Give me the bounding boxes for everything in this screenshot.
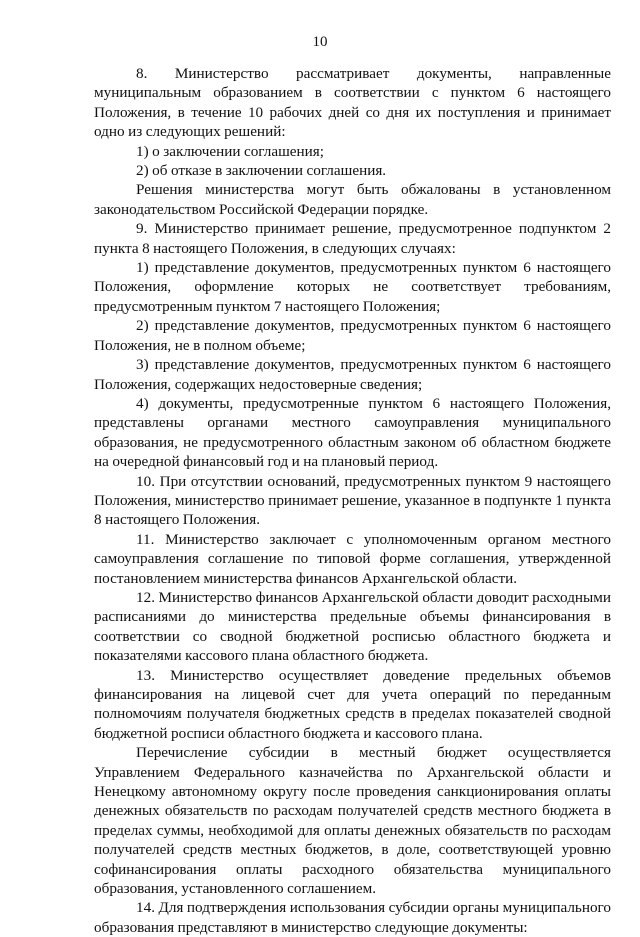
paragraph-12: 12. Министерство финансов Архангельской области доводит расходными расписаниями до министерства предельные объемы финансирования в соответствии со сводной бюджетной росписью областного бюджета и показателями кассового плана областного бюджета. (94, 588, 611, 665)
document-body (94, 64, 611, 937)
paragraph-8: 8. Министерство рассматривает документы, направленные муниципальным образованием в соответствии с пунктом 6 настоящего Положения, в течение 10 рабочих дней со дня их поступления и принимает одно из следующих решений: (94, 65, 611, 141)
paragraph-11: 11. Министерство заключает с уполномоченным органом местного самоуправления соглашение по типовой форме соглашения, утвержденной постановлением министерства финансов Архангельской области. (94, 530, 611, 587)
page-number: 10 (312, 34, 328, 50)
paragraph-8-option-1: 1) о заключении соглашения; (136, 142, 324, 160)
paragraph-13-transfer: Перечисление субсидии в местный бюджет осуществляется Управлением Федерального казначейства по Архангельской области и Ненецкому автономному округу после проведения санкционирования оплаты денежных обязательств по расходам получателей средств местного бюджета в пределах суммы, необходимой для оплаты денежных обязательств по расходам получателей средств местных бюджетов, в доле, соответствующей уровню софинансирования оплаты расходного обязательства муниципального образования, установленного соглашением. (94, 744, 611, 898)
paragraph-9-item-3: 3) представление документов, предусмотренных пунктом 6 настоящего Положения, содержащих недостоверные сведения; (94, 356, 611, 393)
paragraph-9-item-2: 2) представление документов, предусмотренных пунктом 6 настоящего Положения, не в полном объеме; (94, 317, 611, 354)
paragraph-9: 9. Министерство принимает решение, предусмотренное подпунктом 2 пункта 8 настоящего Положения, в следующих случаях: (94, 220, 611, 257)
paragraph-10: 10. При отсутствии оснований, предусмотренных пунктом 9 настоящего Положения, министерство принимает решение, указанное в подпункте 1 пункта 8 настоящего Положения. (94, 472, 611, 529)
paragraph-13: 13. Министерство осуществляет доведение предельных объемов финансирования на лицевой счет для учета операций по переданным полномочиям получателя бюджетных средств в пределах показателей сводной бюджетной росписи областного бюджета и кассового плана. (94, 666, 611, 742)
paragraph-14: 14. Для подтверждения использования субсидии органы муниципального образования представляют в министерство следующие документы: (94, 899, 611, 936)
paragraph-9-item-4: 4) документы, предусмотренные пунктом 6 настоящего Положения, представлены органами местного самоуправления муниципального образования, не предусмотренного областным законом об областном бюджете на очередной финансовый год и на плановый период. (94, 394, 611, 471)
paragraph-8-appeal: Решения министерства могут быть обжалованы в установленном законодательством Российской Федерации порядке. (94, 181, 611, 218)
paragraph-8-option-2: 2) об отказе в заключении соглашения. (136, 162, 387, 180)
paragraph-9-item-1: 1) представление документов, предусмотренных пунктом 6 настоящего Положения, оформление которых не соответствует требованиям, предусмотренным пунктом 7 настоящего Положения; (94, 259, 611, 315)
